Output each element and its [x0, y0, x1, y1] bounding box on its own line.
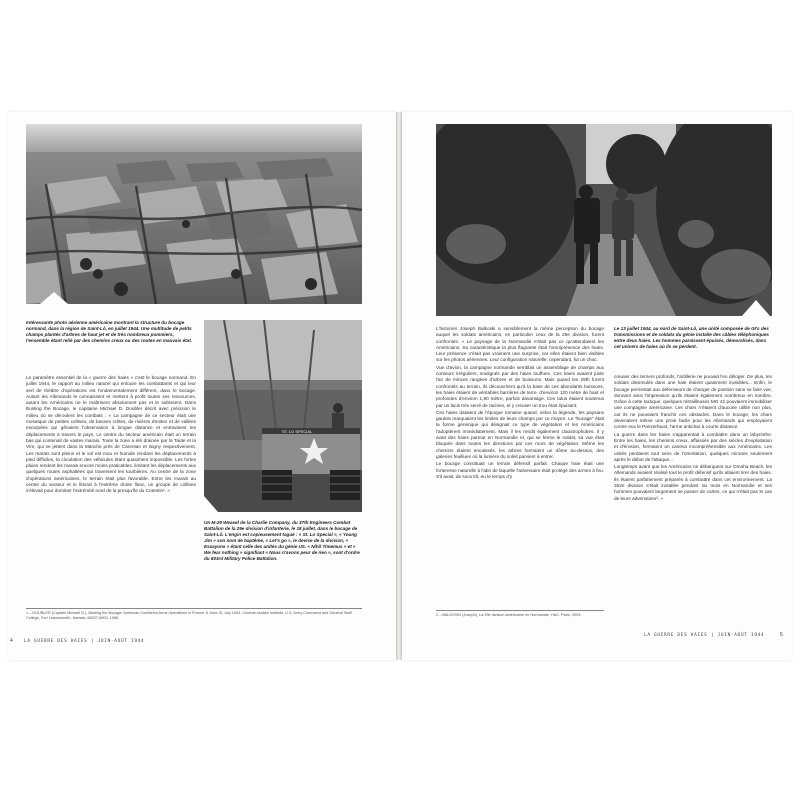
left-running-head: LA GUERRE DES HAIES | JUIN-AOÛT 1944: [24, 639, 145, 644]
right-col1-paragraph: Vue d'avion, la campagne normande semblait un assemblage de champs aux contours irréguliers, soulignés par des haies touffues. Ces haies avaient juste l'air de minces rangées d'arbres et de buissons. Mais quand les 29th furent confrontés au terrain, ils découvrirent qu'à la base de ces abondants buissons, les haies étaient de véritables barrières de terre, d'environ 120 mètre de haut et profondes d'environ 1,80 mètre, parfois davantage. Ces talus étaient soutenus par un lacis très serré de racines, et y creuser un trou était épuisant.: [436, 364, 604, 408]
left-footnote: 1 – DOUBLER (Captain Michael D.), Busting the Bocage: American Combined Arms Operations in France, 6 June-31 July 1944, Combat studies Institute, U.S. Army Command and General Staff College, Fort Leavenworth, Kansas, 66027-6900, 1988.: [26, 611, 352, 620]
hedgerow-soldiers-photo: [436, 124, 772, 316]
right-footnote: 2 – BALKOSKI (Joseph), La 29e division américaine en Normandie, H&C, Paris, 2003.: [436, 613, 582, 617]
right-col1-paragraph: Le bocage constituait un terrain défensif parfait. Chaque haie était une forteresse naturelle à l'abri de laquelle l'adversaire était protégé des armes à feu. S'il avait, de surcroît, eu le temps d'y: [436, 461, 604, 479]
hedgerow-photo-caption: Le 13 juillet 1944, au nord de Saint-Lô, une unité composée de GI's des transmissions et de soldats du génie installe des câbles téléphoniques entre deux haies. Les hommes paraissent épuisés, démoralisés, dans cet univers de haies où ils se perdent.: [614, 326, 769, 349]
right-footnote-rule: [436, 610, 604, 611]
right-col2-paragraph: La guerre dans les haies s'apparentait à combattre dans un labyrinthe. Entre les haies, les chemins creux, affaissés par des siècles d'exploitation et d'érosion, formaient un caneva incompréhensible aux Américains. Les unités perdaient tout sens de l'orientation, quelques minutes seulement après le début de l'attaque...: [614, 431, 772, 462]
right-col2-paragraph: creuser des terriers profonds, l'artillerie ne pouvait l'en déloger. De plus, les soldats dissimulés dans une haie étaient quasiment invisibles... Enfin, le bocage permettait aux défenseurs de changer de position sans se faire voir, donnant ainsi l'impression qu'ils étaient également nombreux en nombre. Grâce à cette tactique, quelques mitrailleuses MG 42 pouvaient immobiliser une compagnie américaine. Les chars n'étaient d'aucune utilité non plus, car ils ne pouvaient franchir ces obstacles. Dans le bocage, les chars devenaient même une proie facile pour les Allemands qui employaient contre eux le Panzerfaust, l'arme antichar à courte distance.: [614, 374, 772, 430]
weasel-bumper-text: ST. LO SPECIAL: [282, 429, 313, 434]
right-col1-paragraph: Ces haies dataient de l'époque romaine quand, selon la légende, les paysans gaulois marquaient les limites de leurs champs par ce moyen. Le "bocage" était la forme générique qui désignait ce type de végétation et les Américains l'adoptèrent immédiatement. Mais il les rendit également claustrophobes. Il y avait des haies partout en Normandie et, qui se ferme le soldat, sa vue était bloquée dans toutes les directions par ces murs de végétation. Même les chemins étaient encaissés, les arbres formaient un dôme au-dessus, des galeries feuillues où la lumière du soleil parvient à entrer.: [436, 409, 604, 459]
weasel-photo-caption: Un M-29 Weasel de la Charlie Company, du 37th Engineers Combat Battalion de la 29e division d'infanterie, le 18 juillet, dans le bocage de Saint-Lô. L'engin est copieusement tagué : « St. Lo Special », « Young Jim » son nom de baptême, « Let's go », le devise de la division, « Essayons » étant celle des unités du génie US. « Nihil Timemus » et « We fear nothing » signifiant « Nous n'avons peur de rien », sont d'ordre du 803rd Military Police Battalion.: [204, 520, 360, 561]
aerial-bocage-photo: [26, 124, 362, 304]
left-page-number: 4: [10, 638, 13, 644]
left-body-paragraph: Le paramètre essentiel de la « guerre des haies » c'est le bocage normand. En juillet 1944, le rapport au milieu naturel qui entoure les combattants et qui leur sert de théâtre d'opérations est fondamentalement différent, dans le bocage. Autant les Allemands le connaissent et mettent à profit toutes ses ressources, autant les Américains ne le maîtrisent absolument pas et le subissent. Dans Busting the Bocage, le capitaine Michael D. Doubler décrit avec précision le milieu où se déroulent les combats : « La campagne de ce secteur était une mosaïque de petites collines, de basses crêtes, de rivières étroites et de vallées escarpées qui gênaient l'observation à longue distance et entravaient les déplacements à travers le pays. Le centre du secteur américain était un terrain bas qui contenait de vastes marais. Toute la zone a été drainée par la Taute et la Vire, qui se jettent dans la Manche près de Carentan et Isigny respectivement. Les marais sont pleins et le sol est mou et humide rendant les déplacements à pied difficiles, la circulation des véhicules étant quasiment impossible. Les fortes pluies rendent les marais encore moins praticables, limitant les déplacements aux quelques routes asphaltées qui traversent les tourbières. Au centre de la zone d'opérations américaines, le terrain était plus favorable. Entre les marais au centre du secteur et le littoral à l'extrême droite flanc, un groupe de collines s'élevait pour dominer l'extrémité nord de la presqu'île du Cotentin¹. »: [26, 375, 196, 494]
aerial-photo-caption: Intéressante photo aérienne américaine montrant la structure du bocage normand, dans la région de Saint-Lô, en juillet 1944. Une multitude de petits champs plantés d'arbres de haut jet et de très nombreux pommiers, l'ensemble étant relié par des chemins creux ou des routes en mauvais état.: [26, 320, 193, 343]
right-running-head: LA GUERRE DES HAIES | JUIN-AOÛT 1944: [644, 633, 765, 638]
weasel-vehicle-photo: [204, 320, 362, 512]
right-page-number: 5: [780, 632, 783, 638]
right-col2-paragraph: Longtemps avant que les Américains ne débarquent sur Omaha Beach, les Allemands avaient réalisé tout le profit défensif qu'ils allaient tirer des haies. Ils étaient parfaitement préparés à combattre dans cet environnement. La 352e division s'était installée pendant six mois en Normandie et ses hommes pouvaient largement se passer de cartes, ce qui n'était pas le cas de leurs adversaires². »: [614, 464, 772, 501]
right-body-column-1: [436, 326, 604, 481]
right-body-column-2: [614, 374, 772, 503]
left-footnote-rule: [26, 608, 362, 609]
left-body-text: [26, 375, 196, 496]
right-col1-paragraph: L'historien Joseph Balkoski a sensiblement la même perception du bocage auquel les soldats américains, en particulier ceux de la 29e division, furent confrontés. « Le paysage de la Normandie n'était pas ce qu'attendaient les Américains. Sa caractéristique la plus flagrante était l'omniprésence des haies. Leur présence n'était pas vraiment une surprise, car elles étaient bien visibles sur les photos aériennes. Leur configuration naturelle, cependant, fut un choc.: [436, 326, 604, 363]
